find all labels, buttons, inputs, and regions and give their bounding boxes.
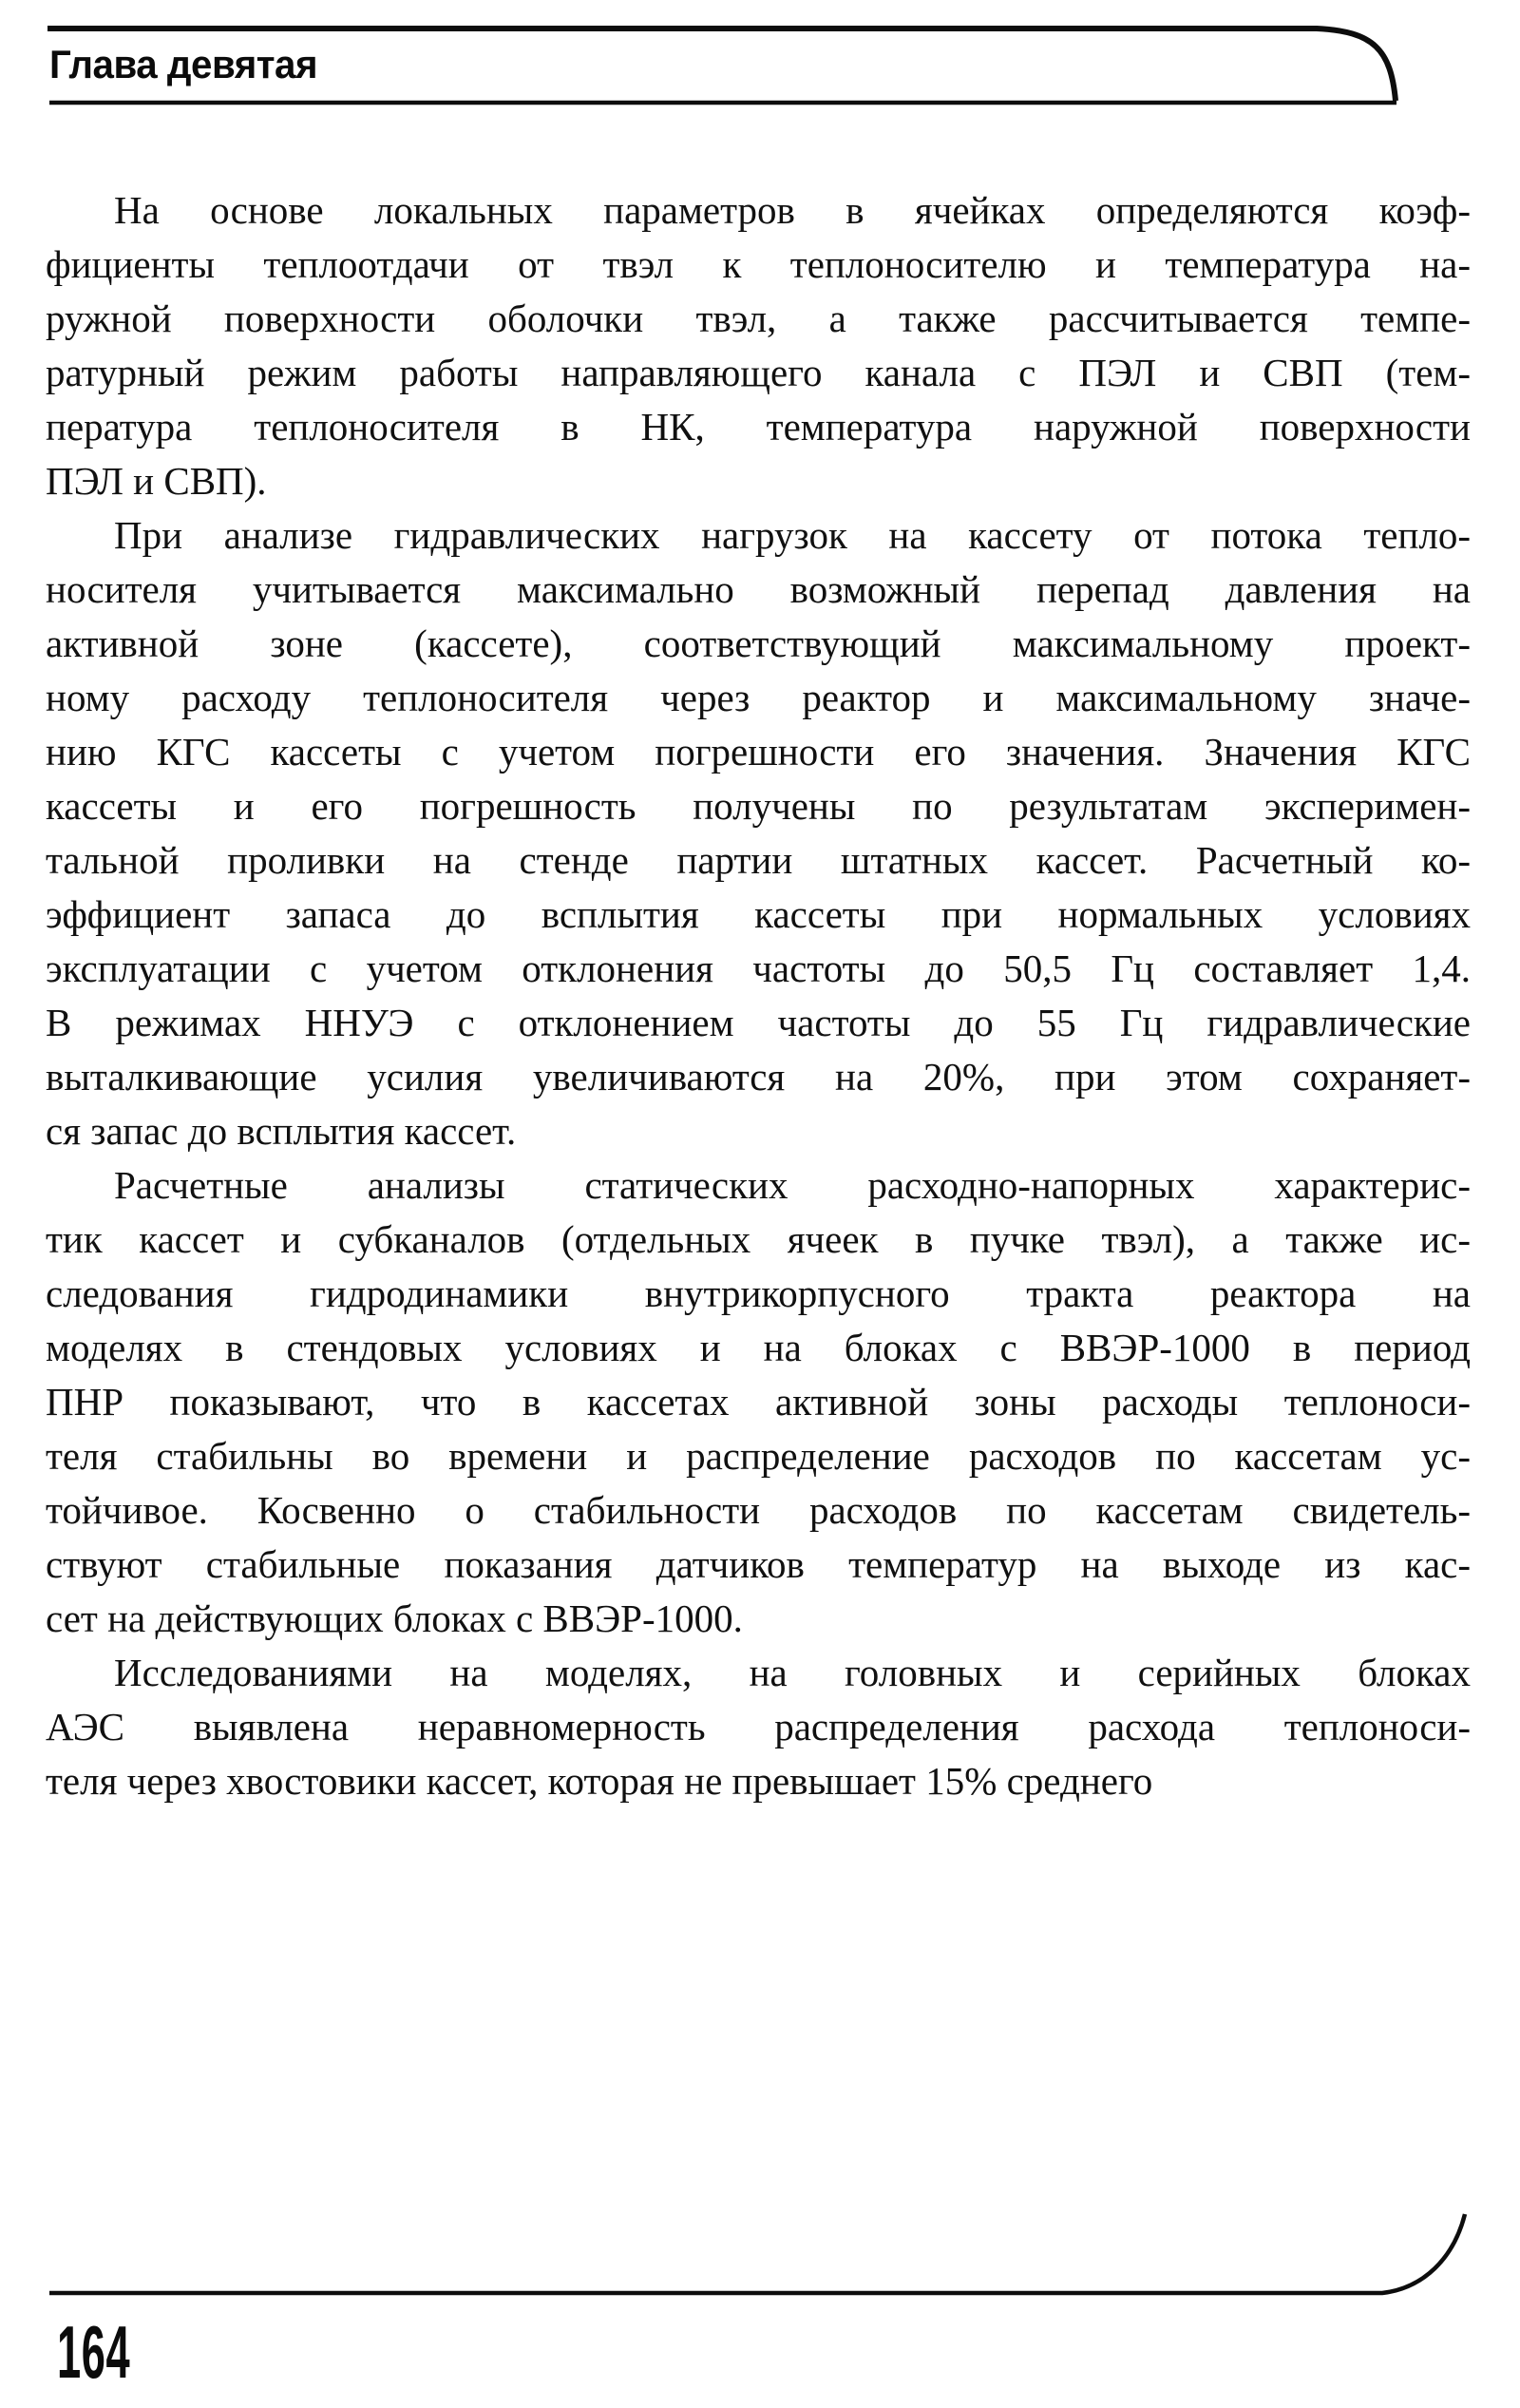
footer-rule: [49, 2214, 1465, 2293]
text-line: ся запас до всплытия кассет.: [46, 1109, 517, 1153]
text-line: Исследованиями на моделях, на головных и серийных блоках: [114, 1651, 1471, 1694]
text-line: фициенты теплоотдачи от твэл к теплоносителю и температура на-: [46, 242, 1471, 286]
text-line: ПЭЛ и СВП).: [46, 459, 267, 503]
body-text: [46, 183, 1471, 1808]
text-line: эксплуатации с учетом отклонения частоты до 50,5 Гц составляет 1,4.: [46, 946, 1471, 990]
paragraph: [46, 508, 1471, 1158]
text-line: ратурный режим работы направляющего канала с ПЭЛ и СВП (тем-: [46, 351, 1471, 394]
text-line: носителя учитывается максимально возможный перепад давления на: [46, 567, 1471, 611]
text-line: следования гидродинамики внутрикорпусного тракта реактора на: [46, 1271, 1471, 1315]
text-line: ному расходу теплоносителя через реактор и максимальному значе-: [46, 676, 1471, 719]
text-line: ружной поверхности оболочки твэл, а также рассчитывается темпе-: [46, 296, 1471, 340]
text-line: теля через хвостовики кассет, которая не превышает 15% среднего: [46, 1759, 1153, 1803]
text-line: эффициент запаса до всплытия кассеты при нормальных условиях: [46, 892, 1471, 936]
text-line: АЭС выявлена неравномерность распределения расхода теплоноси-: [46, 1705, 1471, 1749]
text-line: Расчетные анализы статических расходно-напорных характерис-: [114, 1163, 1471, 1207]
text-line: пература теплоносителя в НК, температура наружной поверхности: [46, 405, 1471, 449]
text-line: нию КГС кассеты с учетом погрешности его значения. Значения КГС: [46, 730, 1471, 774]
text-line: тальной проливки на стенде партии штатных кассет. Расчетный ко-: [46, 838, 1471, 882]
text-line: ПНР показывают, что в кассетах активной зоны расходы теплоноси-: [46, 1380, 1471, 1424]
text-line: кассеты и его погрешность получены по результатам эксперимен-: [46, 784, 1471, 828]
text-line: тик кассет и субканалов (отдельных ячеек в пучке твэл), а также ис-: [46, 1217, 1471, 1261]
text-line: теля стабильны во времени и распределение расходов по кассетам ус-: [46, 1434, 1471, 1478]
paragraph: [46, 1646, 1471, 1808]
text-line: активной зоне (кассете), соответствующий максимальному проект-: [46, 621, 1471, 665]
paragraph: [46, 183, 1471, 508]
text-line: выталкивающие усилия увеличиваются на 20%, при этом сохраняет-: [46, 1055, 1471, 1099]
text-line: ствуют стабильные показания датчиков температур на выходе из кас-: [46, 1542, 1471, 1586]
page-number: 164: [57, 2310, 131, 2394]
text-line: В режимах ННУЭ с отклонением частоты до 55 Гц гидравлические: [46, 1001, 1471, 1044]
text-line: При анализе гидравлических нагрузок на кассету от потока тепло-: [114, 513, 1471, 557]
footer-rule-decoration: [0, 2167, 1520, 2300]
text-line: тойчивое. Косвенно о стабильности расходов по кассетам свидетель-: [46, 1488, 1471, 1532]
chapter-title: Глава девятая: [49, 42, 318, 86]
text-line: На основе локальных параметров в ячейках определяются коэф-: [114, 188, 1471, 232]
paragraph: [46, 1158, 1471, 1646]
text-line: сет на действующих блоках с ВВЭР-1000.: [46, 1596, 743, 1640]
text-line: моделях в стендовых условиях и на блоках с ВВЭР-1000 в период: [46, 1326, 1471, 1369]
